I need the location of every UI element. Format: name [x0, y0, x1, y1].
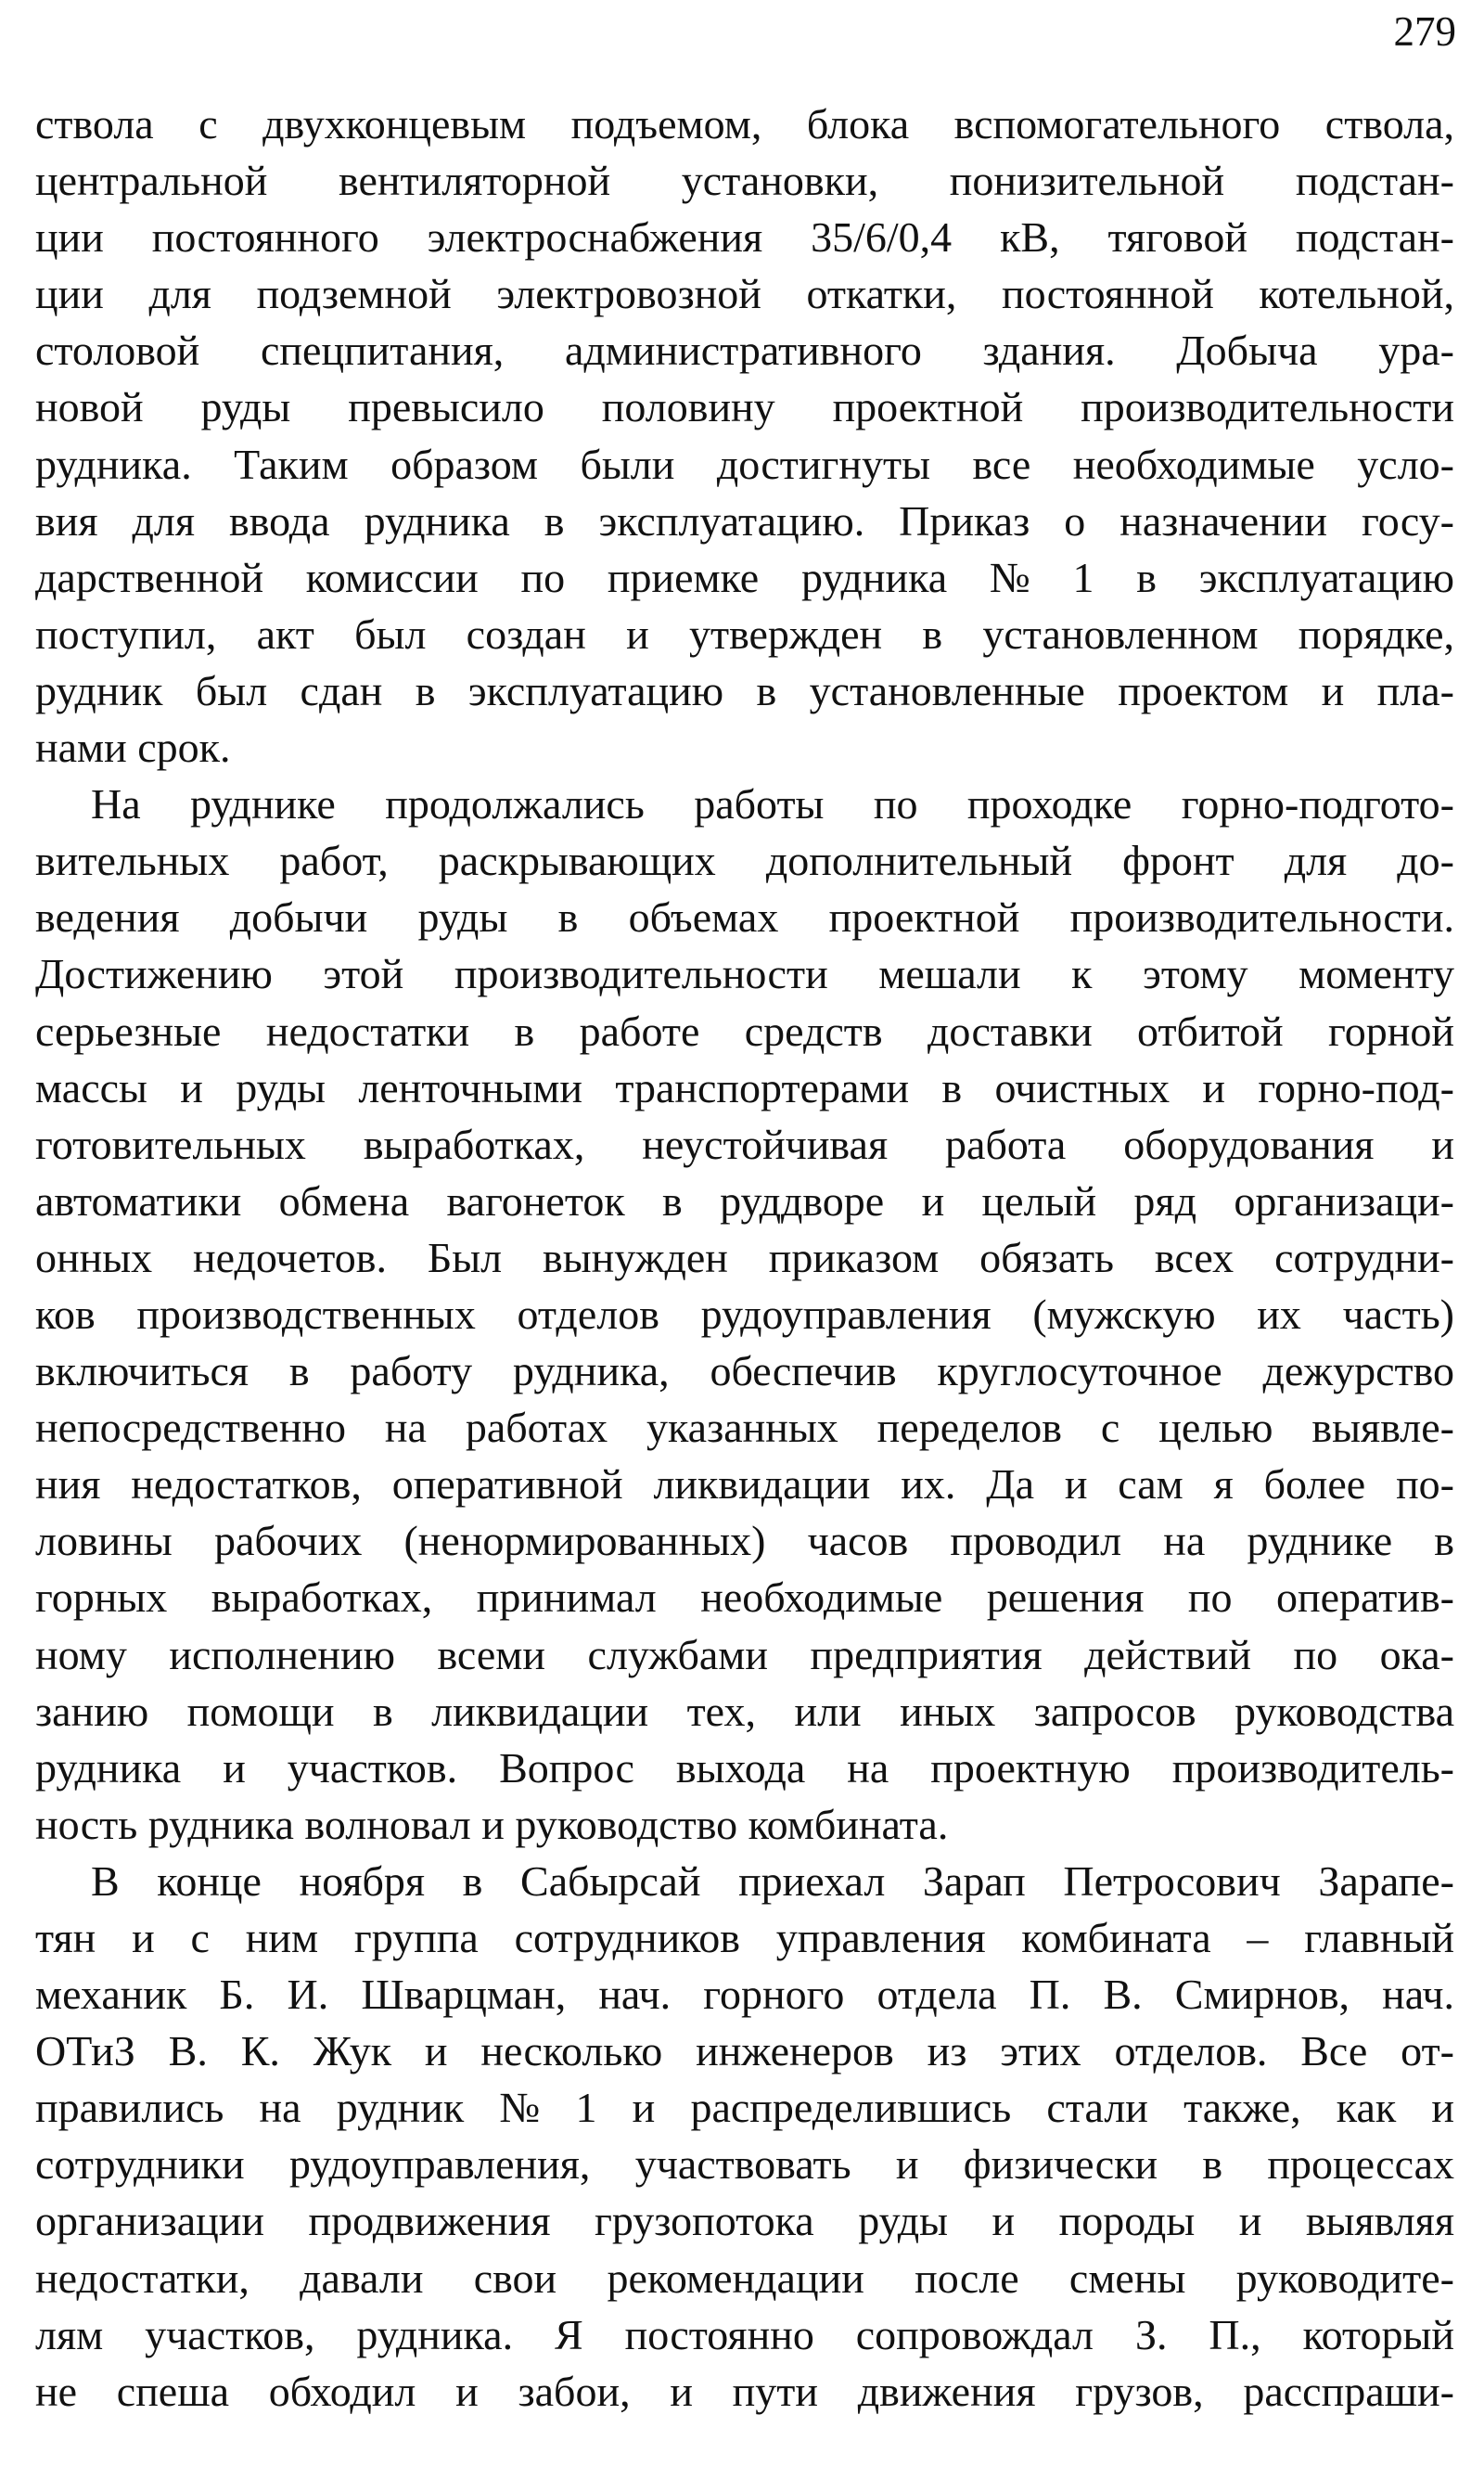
text-line: ков производственных отделов рудоуправления (мужскую их часть): [35, 1290, 1454, 1338]
text-line: занию помощи в ликвидации тех, или иных запросов руководства: [35, 1687, 1454, 1735]
text-line: рудник был сдан в эксплуатацию в установленные проектом и пла-: [35, 666, 1454, 714]
paragraph-2: [35, 776, 1454, 1853]
text-line: нами срок.: [35, 724, 231, 772]
text-line: Достижению этой производительности мешали к этому моменту: [35, 950, 1454, 998]
text-line: тян и с ним группа сотрудников управления комбината – главный: [35, 1914, 1454, 1961]
text-line: горных выработках, принимал необходимые решения по оператив-: [35, 1573, 1454, 1622]
text-line: включиться в работу рудника, обеспечив круглосуточное дежурство: [35, 1347, 1454, 1395]
text-line: сотрудники рудоуправления, участвовать и физически в процессах: [35, 2140, 1454, 2189]
paragraph-1: [35, 96, 1454, 776]
text-line: массы и руды ленточными транспортерами в очистных и горно-под-: [35, 1063, 1454, 1111]
paragraph-3: [35, 1853, 1454, 2420]
text-line: столовой спецпитания, административного здания. Добыча ура-: [35, 327, 1454, 375]
text-line: организации продвижения грузопотока руды и породы и выявляя: [35, 2197, 1454, 2245]
text-line: рудника. Таким образом были достигнуты все необходимые усло-: [35, 440, 1454, 488]
text-line: механик Б. И. Шварцман, нач. горного отдела П. В. Смирнов, нач.: [35, 1971, 1454, 2019]
text-line: вия для ввода рудника в эксплуатацию. Приказ о назначении госу-: [35, 496, 1454, 545]
text-line: поступил, акт был создан и утвержден в установленном порядке,: [35, 610, 1454, 658]
text-line: ции для подземной электровозной откатки, постоянной котельной,: [35, 270, 1454, 318]
text-line: готовительных выработках, неустойчивая работа оборудования и: [35, 1120, 1454, 1168]
text-line: В конце ноября в Сабырсай приехал Зарап Петросович Зарапе-: [91, 1856, 1454, 1905]
text-line: ния недостатков, оперативной ликвидации их. Да и сам я более по-: [35, 1460, 1454, 1509]
text-line: вительных работ, раскрывающих дополнительный фронт для до-: [35, 837, 1454, 885]
text-line: рудника и участков. Вопрос выхода на проектную производитель-: [35, 1743, 1454, 1792]
text-line: ному исполнению всеми службами предприятия действий по ока-: [35, 1630, 1454, 1678]
text-line: ции постоянного электроснабжения 35/6/0,4 кВ, тяговой подстан-: [35, 213, 1454, 262]
text-line: недостатки, давали свои рекомендации после смены руководите-: [35, 2254, 1454, 2302]
text-line: автоматики обмена вагонеток в руддворе и целый ряд организаци-: [35, 1176, 1454, 1225]
text-line: новой руды превысило половину проектной производительности: [35, 383, 1454, 431]
text-line: ность рудника волновал и руководство комбината.: [35, 1800, 949, 1848]
text-line: правились на рудник № 1 и распределившись стали также, как и: [35, 2084, 1454, 2132]
body-text: [35, 96, 1454, 2420]
text-line: ловины рабочих (ненормированных) часов проводил на руднике в: [35, 1517, 1454, 1565]
text-line: ОТиЗ В. К. Жук и несколько инженеров из этих отделов. Все от-: [35, 2027, 1454, 2075]
text-line: онных недочетов. Был вынужден приказом обязать всех сотрудни-: [35, 1233, 1454, 1281]
text-line: На руднике продолжались работы по проходке горно-подгото-: [91, 780, 1454, 828]
text-line: центральной вентиляторной установки, понизительной подстан-: [35, 157, 1454, 205]
text-line: не спеша обходил и забои, и пути движения грузов, расспраши-: [35, 2367, 1454, 2415]
text-line: лям участков, рудника. Я постоянно сопровождал З. П., который: [35, 2310, 1454, 2358]
text-line: серьезные недостатки в работе средств доставки отбитой горной: [35, 1007, 1454, 1055]
text-line: дарственной комиссии по приемке рудника № 1 в эксплуатацию: [35, 553, 1454, 601]
text-line: ствола с двухконцевым подъемом, блока вспомогательного ствола,: [35, 100, 1454, 148]
text-line: непосредственно на работах указанных переделов с целью выявле-: [35, 1404, 1454, 1452]
page-number: 279: [1393, 8, 1456, 55]
text-line: ведения добычи руды в объемах проектной производительности.: [35, 893, 1454, 942]
